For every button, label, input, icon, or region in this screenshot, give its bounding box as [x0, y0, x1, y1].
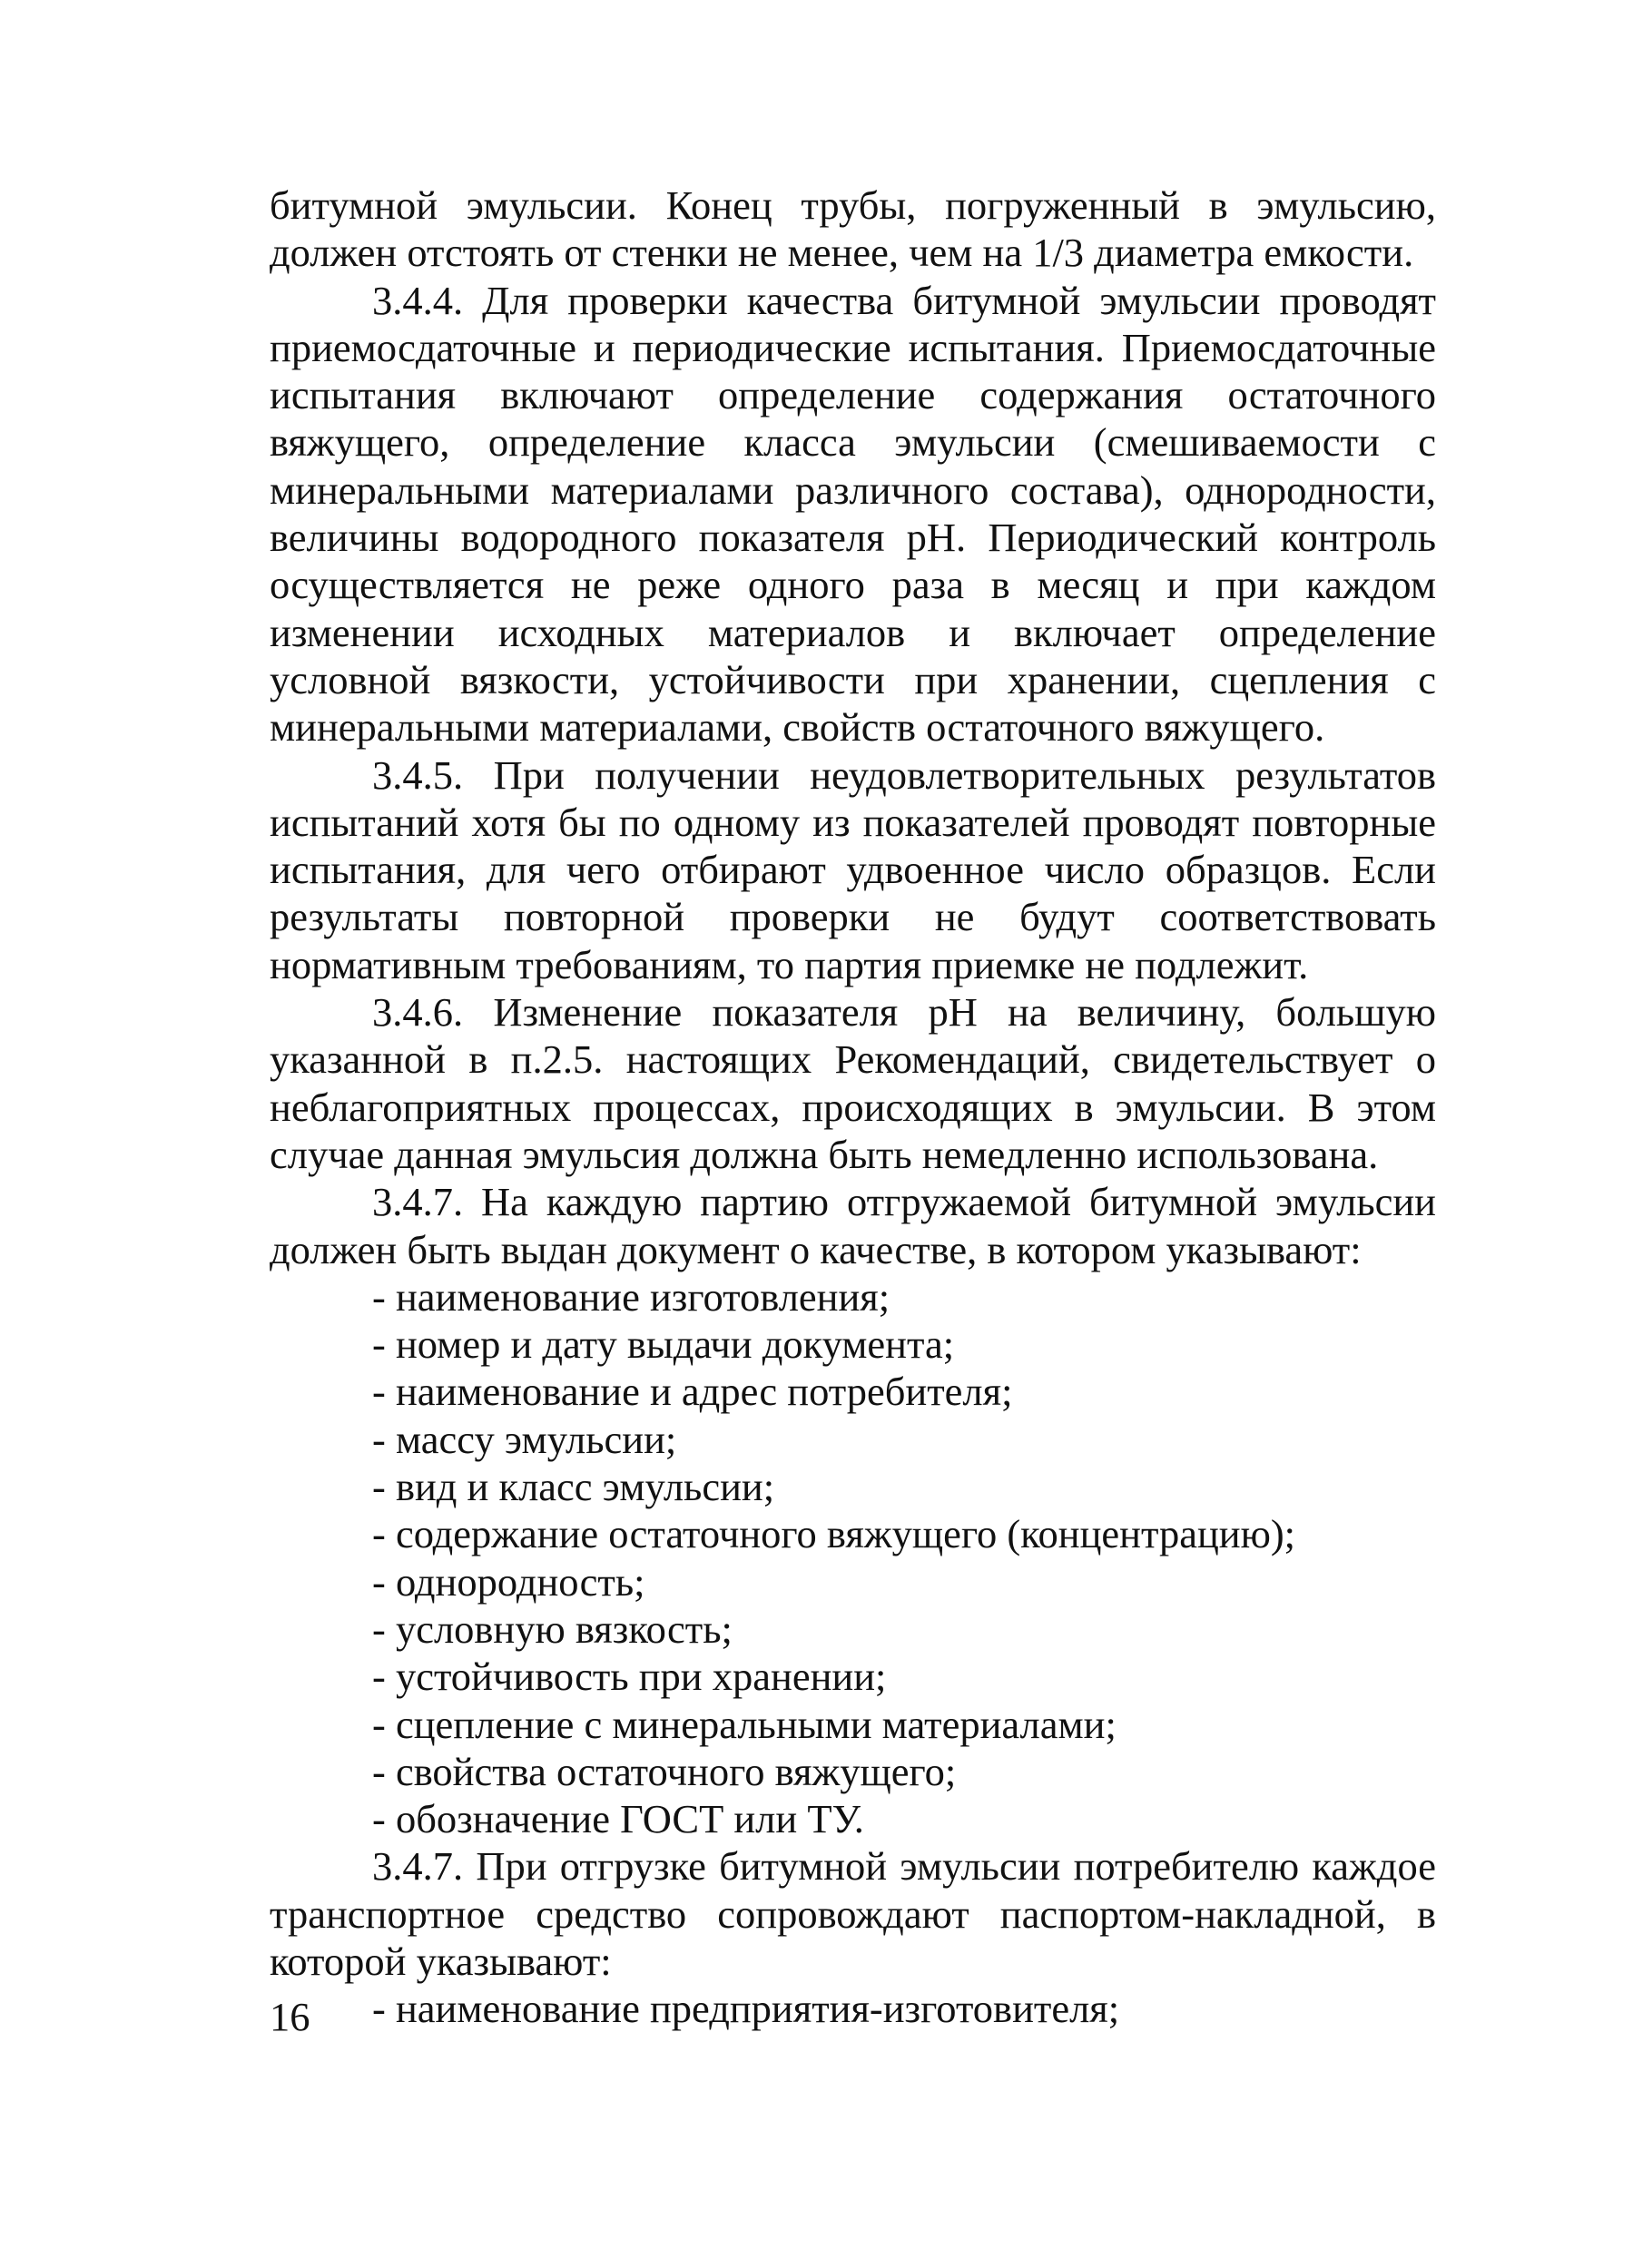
document-page — [270, 182, 1436, 2033]
list-item: - содержание остаточного вяжущего (концентрацию); — [372, 1511, 1296, 1557]
list-item: - устойчивость при хранении; — [372, 1654, 887, 1700]
paragraph-3-4-5: 3.4.5. При получении неудовлетворительных результатов испытаний хотя бы по одному из показателей проводят повторные испытания, для чего отбирают удвоенное число образцов. Если результаты повторной проверки не будут соответствовать нормативным требованиям, то партия приемке не подлежит. — [270, 751, 1436, 987]
paragraph-3-4-7-shipment: 3.4.7. При отгрузке битумной эмульсии потребителю каждое транспортное средство сопровождают паспортом-накладной, в которой указывают: — [270, 1843, 1436, 1984]
paragraph-3-4-4: 3.4.4. Для проверки качества битумной эмульсии проводят приемосдаточные и периодические испытания. Приемосдаточные испытания включают определение содержания остаточного вяжущего, определение класса эмульсии (смешиваемости с минеральными материалами различного состава), однородности, величины водородного показателя рН. Периодический контроль осуществляется не реже одного раза в месяц и при каждом изменении исходных материалов и включает определение условной вязкости, устойчивости при хранении, сцепления с минеральными материалами, свойств остаточного вяжущего. — [270, 277, 1436, 751]
list-item: - наименование предприятия-изготовителя; — [372, 1986, 1120, 2032]
list-item: - вид и класс эмульсии; — [372, 1464, 775, 1510]
page-number: 16 — [270, 1994, 310, 2039]
paragraph-3-4-6: 3.4.6. Изменение показателя рН на величину, большую указанной в п.2.5. настоящих Рекомендаций, свидетельствует о неблагоприятных процессах, происходящих в эмульсии. В этом случае данная эмульсия должна быть немедленно использована. — [270, 989, 1436, 1177]
list-item: - наименование изготовления; — [372, 1273, 890, 1320]
list-item: - массу эмульсии; — [372, 1416, 677, 1462]
quality-document-list — [270, 1273, 1436, 1843]
paragraph-continuation: битумной эмульсии. Конец трубы, погруженный в эмульсию, должен отстоять от стенки не менее, чем на 1/3 диаметра емкости. — [270, 182, 1436, 276]
list-item: - обозначение ГОСТ или ТУ. — [372, 1796, 864, 1842]
list-item: - сцепление с минеральными материалами; — [372, 1701, 1117, 1747]
list-item: - однородность; — [372, 1558, 645, 1605]
waybill-list — [270, 1985, 1436, 2032]
paragraph-3-4-7-quality-document: 3.4.7. На каждую партию отгружаемой битумной эмульсии должен быть выдан документ о качестве, в котором указывают: — [270, 1179, 1436, 1272]
list-item: - свойства остаточного вяжущего; — [372, 1748, 957, 1794]
list-item: - наименование и адрес потребителя; — [372, 1369, 1013, 1415]
list-item: - условную вязкость; — [372, 1605, 733, 1652]
list-item: - номер и дату выдачи документа; — [372, 1321, 955, 1368]
